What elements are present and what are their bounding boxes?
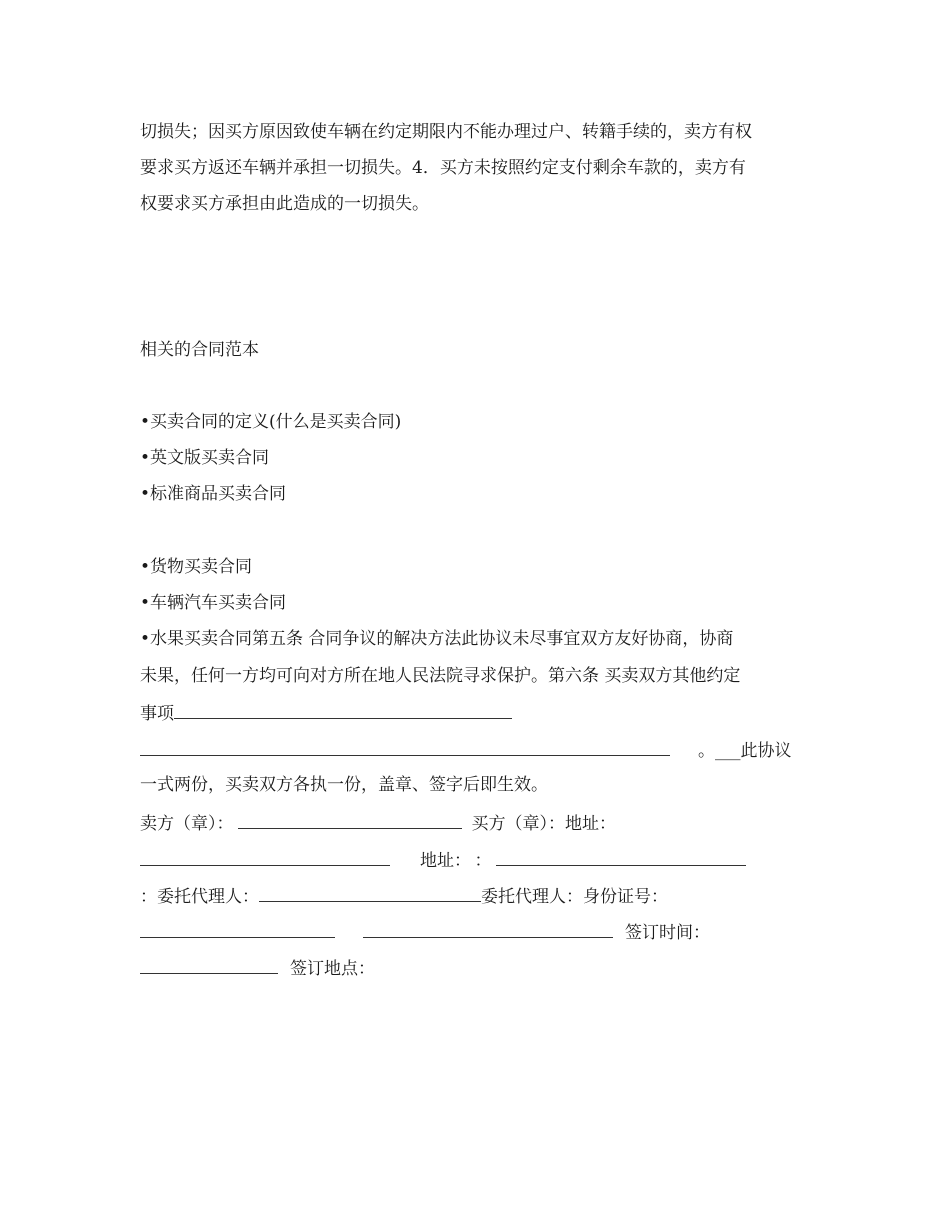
id-time-line	[140, 922, 710, 943]
buyer-seal-address-label: 买方（章）：地址：	[471, 814, 616, 834]
sign-place-label: 签订地点：	[290, 959, 375, 979]
signature-line	[140, 813, 616, 834]
related-contract-link[interactable]: •标准商品买卖合同	[140, 484, 287, 504]
blank-line	[140, 740, 670, 756]
related-contracts-heading: 相关的合同范本	[140, 340, 259, 360]
related-contract-link[interactable]: •英文版买卖合同	[140, 448, 270, 468]
blank-line	[174, 703, 512, 719]
address-line	[140, 850, 746, 871]
address-label: 地址：	[420, 851, 463, 871]
related-contract-link[interactable]: •买卖合同的定义(什么是买卖合同)	[140, 412, 402, 432]
related-contract-link[interactable]: •货物买卖合同	[140, 557, 253, 577]
place-line	[140, 958, 375, 979]
seller-address-blank	[140, 850, 390, 866]
seller-agent-blank	[259, 886, 481, 902]
agent-line	[140, 886, 668, 907]
paragraph-line: 权要求买方承担由此造成的一切损失。	[140, 194, 429, 214]
colon: ：	[474, 851, 492, 871]
paragraph-line: 要求买方返还车辆并承担一切损失。4．买方未按照约定支付剩余车款的，卖方有	[140, 158, 746, 178]
seller-seal-label: 卖方（章）：	[140, 814, 234, 834]
agreement-clause: 。___此协议	[698, 741, 792, 761]
buyer-address-blank	[496, 850, 746, 866]
body-line	[140, 740, 792, 761]
id-number-blank	[140, 922, 335, 938]
other-matters-label: 事项	[140, 704, 174, 724]
body-line	[140, 703, 512, 724]
sign-time-blank	[140, 958, 278, 974]
seller-seal-blank	[238, 813, 462, 829]
related-contract-link[interactable]: •车辆汽车买卖合同	[140, 593, 287, 613]
seller-agent-label: ：委托代理人：	[140, 887, 259, 907]
body-line: 未果，任何一方均可向对方所在地人民法院寻求保护。第六条 买卖双方其他约定	[140, 666, 741, 686]
buyer-agent-blank	[363, 922, 613, 938]
buyer-agent-id-label: 委托代理人：身份证号：	[481, 887, 668, 907]
body-line: •水果买卖合同第五条 合同争议的解决方法此协议未尽事宜双方友好协商，协商	[140, 629, 734, 649]
paragraph-line: 切损失；因买方原因致使车辆在约定期限内不能办理过户、转籍手续的，卖方有权	[140, 122, 752, 142]
sign-time-label: 签订时间：	[625, 923, 710, 943]
body-line: 一式两份，买卖双方各执一份，盖章、签字后即生效。	[140, 775, 548, 795]
